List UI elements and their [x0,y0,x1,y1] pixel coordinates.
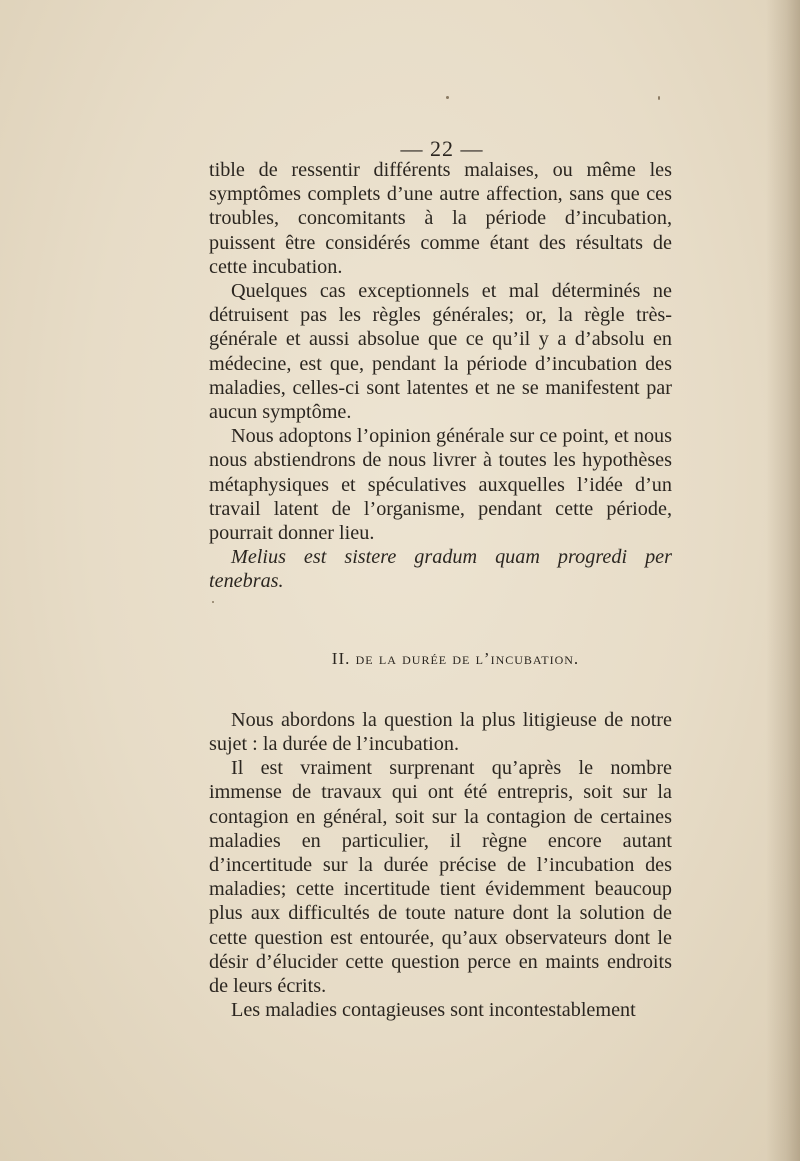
latin-quote: Melius est sistere gradum quam progredi per tenebras. [209,546,672,593]
section-heading: II. de la durée de l’incubation. [331,648,580,668]
paragraph-uncertainty: Il est vraiment surprenant qu’après le nombre immense de travaux qui ont été entrepris, soit sur la contagion en général, soit sur la contagion de certaines maladies en particulier, il règne encore autant d’incertitude sur la durée précise de l’incubation des maladies; cette incertitude tient évidemment beaucoup plus aux difficultés de toute nature dont la solution de cette question est entourée, qu’aux observateurs dont le désir d’élucider cette question perce en maints endroits de leurs écrits. [209,757,672,998]
paragraph-rules: Quelques cas exceptionnels et mal déterminés ne détruisent pas les règles générales; or, la règle très-générale et aussi absolue que ce qu’il y a d’absolu en médecine, est que, pendant la période d’incubation des maladies, celles-ci sont latentes et ne se manifestent par aucun symptôme. [209,280,672,424]
section-body [209,708,672,1023]
page-text [209,158,672,1023]
paper-speck [446,96,449,99]
paper-speck [212,601,214,603]
paragraph-continuation: tible de ressentir différents malaises, ou même les symptômes complets d’une autre affection, sans que ces troubles, concomitants à la période d’incubation, puissent être considérés comme étant des résultats de cette incubation. [209,159,672,278]
paragraph-contagious: Les maladies contagieuses sont incontestablement [231,999,636,1022]
page-edge-shadow [766,0,800,1161]
paragraph-question: Nous abordons la question la plus litigieuse de notre sujet : la durée de l’incubation. [209,708,672,756]
paragraph-opinion: Nous adoptons l’opinion générale sur ce point, et nous nous abstiendrons de nous livrer à toutes les hypothèses métaphysiques et spéculatives auxquelles l’idée d’un travail latent de l’organisme, pendant cette période, pourrait donner lieu. [209,425,672,545]
paper-speck [658,96,660,100]
page-number: — 22 — [400,136,484,161]
